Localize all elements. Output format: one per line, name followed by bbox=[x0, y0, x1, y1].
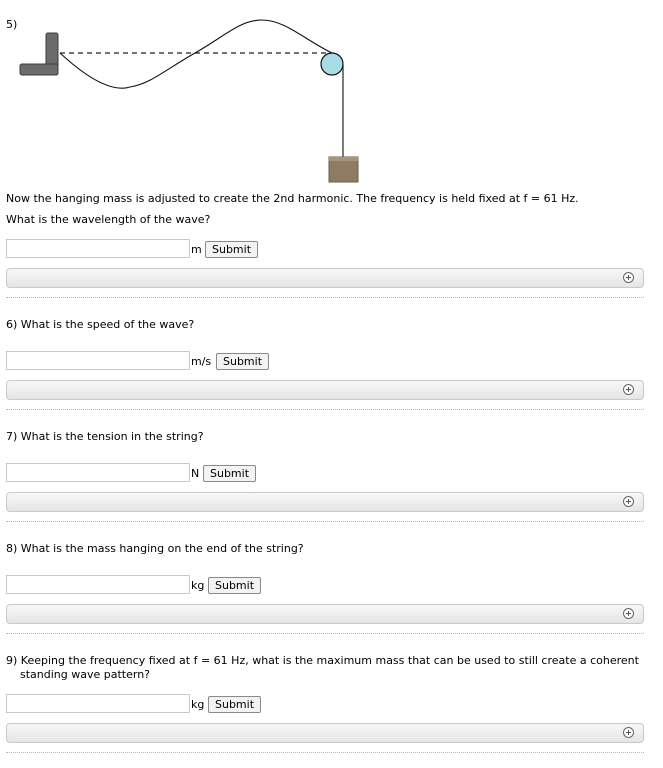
question-prompt: 7) What is the tension in the string? bbox=[6, 430, 204, 443]
section-divider bbox=[6, 521, 644, 522]
question-statement: Now the hanging mass is adjusted to create the 2nd harmonic. The frequency is held fixed at f = 61 Hz. bbox=[6, 192, 579, 205]
tension-input[interactable] bbox=[6, 463, 190, 482]
hint-expander[interactable] bbox=[6, 380, 644, 400]
hint-expander[interactable] bbox=[6, 268, 644, 288]
section-divider bbox=[6, 297, 644, 298]
hint-expander[interactable] bbox=[6, 604, 644, 624]
question-prompt-line2: standing wave pattern? bbox=[20, 668, 151, 681]
submit-button[interactable]: Submit bbox=[208, 577, 261, 594]
question-number: 5) bbox=[6, 18, 18, 31]
hanging-mass-icon bbox=[329, 157, 358, 182]
wall-bracket-icon bbox=[20, 33, 58, 75]
pulley-icon bbox=[321, 53, 343, 75]
question-prompt: 8) What is the mass hanging on the end of the string? bbox=[6, 542, 304, 555]
question-prompt bbox=[6, 654, 646, 682]
speed-input[interactable] bbox=[6, 351, 190, 370]
plus-circle-icon[interactable] bbox=[623, 272, 634, 283]
plus-circle-icon[interactable] bbox=[623, 384, 634, 395]
unit-label: N bbox=[191, 467, 200, 480]
hint-expander[interactable] bbox=[6, 492, 644, 512]
max-mass-input[interactable] bbox=[6, 694, 190, 713]
submit-button[interactable]: Submit bbox=[203, 465, 256, 482]
section-divider bbox=[6, 752, 644, 753]
unit-label: kg bbox=[191, 579, 205, 592]
wave-curve bbox=[60, 20, 332, 88]
question-prompt: 6) What is the speed of the wave? bbox=[6, 318, 195, 331]
unit-label: m bbox=[191, 243, 202, 256]
hint-expander[interactable] bbox=[6, 723, 644, 743]
section-divider bbox=[6, 409, 644, 410]
question-prompt: What is the wavelength of the wave? bbox=[6, 213, 211, 226]
wavelength-input[interactable] bbox=[6, 239, 190, 258]
unit-label: m/s bbox=[191, 355, 212, 368]
standing-wave-diagram bbox=[0, 0, 663, 190]
mass-input[interactable] bbox=[6, 575, 190, 594]
submit-button[interactable]: Submit bbox=[205, 241, 258, 258]
plus-circle-icon[interactable] bbox=[623, 727, 634, 738]
plus-circle-icon[interactable] bbox=[623, 496, 634, 507]
section-divider bbox=[6, 633, 644, 634]
question-prompt-line1: 9) Keeping the frequency fixed at f = 61 Hz, what is the maximum mass that can be used to still create a coherent bbox=[6, 654, 639, 667]
unit-label: kg bbox=[191, 698, 205, 711]
submit-button[interactable]: Submit bbox=[216, 353, 269, 370]
submit-button[interactable]: Submit bbox=[208, 696, 261, 713]
plus-circle-icon[interactable] bbox=[623, 608, 634, 619]
